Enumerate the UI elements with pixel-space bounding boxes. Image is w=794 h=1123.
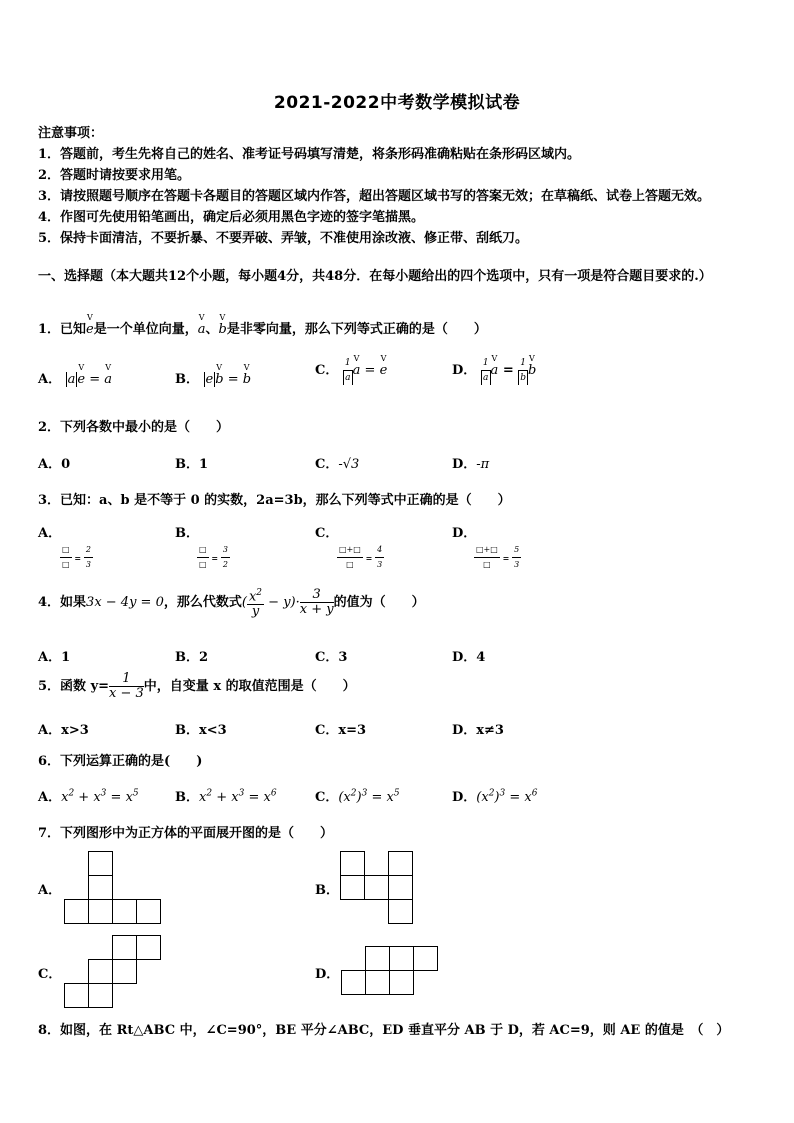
question-7-stem: 7．下列图形中为正方体的平面展开图的是（ ） (38, 826, 334, 841)
net-square (89, 960, 113, 984)
q6-option-a: A．$x^2 + x^3 = x^5$ (38, 788, 139, 805)
q1-option-a: A． aV e = V a (38, 368, 112, 387)
q6-option-b: B．$x^2 + x^3 = x^6$ (175, 788, 277, 805)
question-1-stem: 1．已知V e是一个单位向量，V a、V b是非零向量，那么下列等式正确的是（ ） (38, 318, 487, 337)
q4-option-d: D．4 (452, 650, 486, 665)
q4-option-b: B．2 (175, 650, 209, 665)
q2-option-d: D．-π (452, 457, 490, 472)
q7-option-b-net (340, 851, 414, 925)
net-square (365, 876, 389, 900)
net-square (389, 900, 413, 924)
question-6-stem: 6．下列运算正确的是( ) (38, 754, 203, 769)
net-square (65, 900, 89, 924)
q6-option-d: D．$(x^2)^3 = x^6$ (452, 788, 538, 805)
q1-option-b: B． eV b = V b (175, 368, 251, 387)
q5-option-c: C．x=3 (315, 723, 367, 738)
page-title: 2021-2022中考数学模拟试卷 (273, 93, 521, 113)
q7-option-a-net (64, 851, 162, 925)
net-square (341, 852, 365, 876)
q4-option-c: C．3 (315, 650, 348, 665)
net-square (342, 971, 366, 995)
notice-item: 1．答题前，考生先将自己的姓名、准考证号码填写清楚，将条形码准确粘贴在条形码区域内。 (38, 147, 581, 162)
q7-option-b-label: B． (315, 883, 339, 898)
q7-option-c-net (64, 935, 162, 1009)
q7-option-d-label: D． (315, 967, 340, 982)
q6-option-c: C．$(x^2)^3 = x^5$ (315, 788, 400, 805)
notice-heading: 注意事项： (38, 126, 104, 141)
question-3-stem: 3．已知：a、b 是不等于 0 的实数，2a=3b，那么下列等式中正确的是（ ） (38, 493, 511, 508)
net-square (89, 876, 113, 900)
section-heading: 一、选择题（本大题共12个小题，每小题4分，共48分．在每小题给出的四个选项中，只有一项是符合题目要求的.） (38, 269, 712, 284)
q3-option-a: A． $\frac{□}{□}$ = $\frac{2}{3}$ (38, 526, 91, 569)
net-square (137, 900, 161, 924)
question-8-stem: 8．如图，在 Rt△ABC 中，∠C=90°，BE 平分∠ABC，ED 垂直平分 AB 于 D，若 AC=9，则 AE 的值是 （ ） (38, 1023, 730, 1038)
q7-option-c-label: C． (38, 967, 62, 982)
net-square (89, 852, 113, 876)
q5-option-a: A．x>3 (38, 723, 89, 738)
q4-option-a: A．1 (38, 650, 71, 665)
notice-item: 3．请按照题号顺序在答题卡各题目的答题区域内作答，超出答题区域书写的答案无效；在草稿纸、试卷上答题无效。 (38, 189, 711, 204)
question-2-stem: 2．下列各数中最小的是（ ） (38, 420, 230, 435)
net-square (389, 876, 413, 900)
q1-option-c: C． $\frac{1}{a}$ V a = V e (315, 356, 387, 385)
net-square (414, 947, 438, 971)
q2-option-a: A．0 (38, 457, 71, 472)
notice-item: 5．保持卡面清洁，不要折暴、不要弄破、弄皱，不准使用涂改液、修正带、刮纸刀。 (38, 231, 529, 246)
net-square (366, 971, 390, 995)
q7-option-a-label: A． (38, 883, 62, 898)
notice-item: 4．作图可先使用铅笔画出，确定后必须用黑色字迹的签字笔描黑。 (38, 210, 425, 225)
q2-option-c: C．-√3 (315, 457, 360, 472)
question-4-stem: 4．如果3x − 4y = 0，那么代数式( $\frac{x^2}{y}$ − y)· $\frac{3}{x + y}$ 的值为（ ） (38, 587, 425, 620)
q2-option-b: B．1 (175, 457, 209, 472)
net-square (137, 936, 161, 960)
net-square (113, 936, 137, 960)
q7-option-d-net (341, 946, 439, 996)
net-square (341, 876, 365, 900)
net-square (89, 900, 113, 924)
notice-item: 2．答题时请按要求用笔。 (38, 168, 191, 183)
question-5-stem: 5．函数 y= $\frac{1}{x - 3}$ 中，自变量 x 的取值范围是（ ） (38, 671, 356, 701)
q5-option-b: B．x<3 (175, 723, 227, 738)
net-square (65, 984, 89, 1008)
net-square (390, 947, 414, 971)
net-square (390, 971, 414, 995)
net-square (113, 960, 137, 984)
q1-option-d: D． $\frac{1}{a}$ V a = $\frac{1}{b}$ V b (452, 356, 536, 385)
q3-option-b: B． $\frac{□}{□}$ = $\frac{3}{2}$ (175, 526, 228, 569)
q3-option-c: C． $\frac{□+□}{□}$ = $\frac{4}{3}$ (315, 526, 383, 569)
q5-option-d: D．x≠3 (452, 723, 504, 738)
net-square (113, 900, 137, 924)
net-square (366, 947, 390, 971)
net-square (389, 852, 413, 876)
net-square (89, 984, 113, 1008)
q3-option-d: D． $\frac{□+□}{□}$ = $\frac{5}{3}$ (452, 526, 520, 569)
